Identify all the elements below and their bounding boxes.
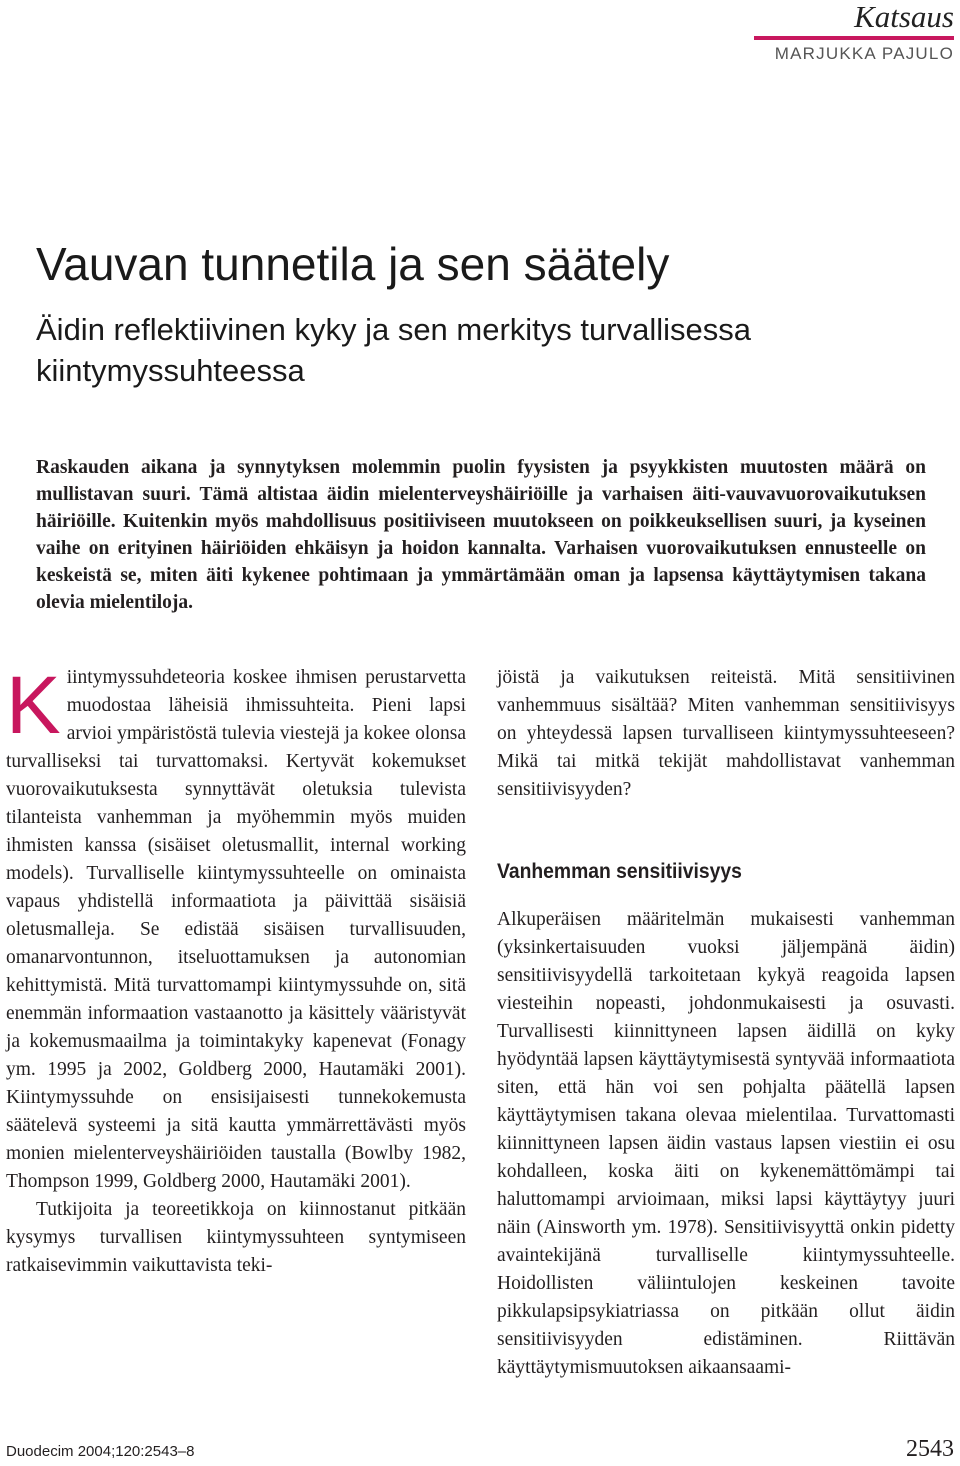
drop-cap: K (6, 660, 61, 751)
lead-paragraph: Raskauden aikana ja synnytyksen molemmin puolin fyysisten ja psyykkisten muutosten määrä on mullistavan suuri. Tämä altistaa äidin mielenterveyshäiriöille ja varhaisen äiti-vauvavuorovaikutuksen häiriöille. Kuitenkin myös mahdollisuus positiiviseen muutokseen on poikkeuksellisen suuri, ja kyseinen vaihe on erityinen häiriöiden ehkäisyn ja hoidon kannalta. Varhaisen vuorovaikutuksen ennusteelle on keskeistä se, miten äiti kykenee pohtimaan ja ymmärtämään oman ja lapsensa käyttäytymisen takana olevia mielentiloja. (36, 457, 926, 613)
section-heading: Vanhemman sensitiivisyys (497, 860, 742, 883)
body-paragraph: Alkuperäisen määritelmän mukaisesti vanhemman (yksinkertaisuuden vuoksi jäljempänä äidin) sensitiivisyydellä tarkoitetaan kykyä reagoida lapsen viesteihin nopeasti, johdonmukaisesti ja osuvasti. Turvallisesti kiinnittyneen lapsen äidillä on kyky hyödyntää lapsen käyttäytymisestä syntyvää informaatiota siten, että hän voi sen pohjalta päätellä lapsen käyttäytymisen takana olevaa mielentilaa. Turvattomasti kiinnittyneen lapsen äidin vastaus lapsen viestiin ei osu kohdalleen, koska äiti on kykenemättömämpi tai haluttomampi arvioimaan, miksi lapsi käyttäytyy juuri näin (Ainsworth ym. 1978). Sensitiivisyyttä onkin pidetty avaintekijänä turvalliselle kiintymyssuhteelle. Hoidollisten väliintulojen keskeinen tavoite pikkulapsipsykiatriassa on pitkään ollut äidin sensitiivisyyden edistäminen. Riittävän käyttäytymismuutoksen aikaansaami- (497, 909, 955, 1378)
body-paragraph: Tutkijoita ja teoreetikkoja on kiinnostanut pitkään kysymys turvallisen kiintymyssuhteen syntymiseen ratkaisevimmin vaikuttavista teki- (6, 1199, 466, 1276)
body-paragraph (6, 660, 466, 1196)
body-text: iintymyssuhdeteoria koskee ihmisen perustarvetta muodostaa läheisiä ihmissuhteita. Pieni lapsi arvioi ympäristöstä tulevia viestejä ja kokee olonsa turvalliseksi tai turvattomaksi. Kertyvät kokemukset vuorovaikutuksesta synnyttävät oletuksia tulevista tilanteista vanhemman ja myöhemmin myös muiden ihmisten kanssa (sisäiset oletusmallit, internal working models). Turvalliselle kiintymyssuhteelle on ominaista vapaus yhdistellä informaatiota ja päivittää sisäisiä oletusmalleja. Se edistää sisäisen turvallisuuden, omanarvontunnon, itseluottamuksen ja autonomian kehittymistä. Mitä turvattomampi kiintymyssuhde on, sitä enemmän informaation vastaanotto ja käsittely vääristyvät ja kokemusmaailma ja toimintakyky kapenevat (Fonagy ym. 1995 ja 2002, Goldberg 2000, Hautamäki 2001). Kiintymyssuhde on ensisijaisesti tunnekokemusta säätelevä systeemi ja sitä kautta ymmärrettävästi myös monien mielenterveyshäiriöiden taustalla (Bowlby 1982, Thompson 1999, Goldberg 2000, Hautamäki 2001). (6, 667, 466, 1192)
body-paragraph: jöistä ja vaikutuksen reiteistä. Mitä sensitiivinen vanhemmuus sisältää? Miten vanhemman sensitiivisyys on yhteydessä lapsen turvalliseen kiintymyssuhteeseen? Mikä tai mitkä tekijät mahdollistavat vanhemman sensitiivisyyden? (497, 667, 955, 800)
right-column (497, 664, 955, 1382)
journal-citation: Duodecim 2004;120:2543–8 (6, 1443, 195, 1460)
author-name: MARJUKKA PAJULO (774, 44, 954, 63)
article-subtitle: Äidin reflektiivinen kyky ja sen merkitys turvallisessa kiintymyssuhteessa (36, 312, 751, 388)
section-label: Katsaus (754, 0, 954, 40)
article-title: Vauvan tunnetila ja sen säätely (36, 238, 670, 290)
page-number: 2543 (906, 1436, 954, 1462)
left-column (6, 660, 466, 1280)
